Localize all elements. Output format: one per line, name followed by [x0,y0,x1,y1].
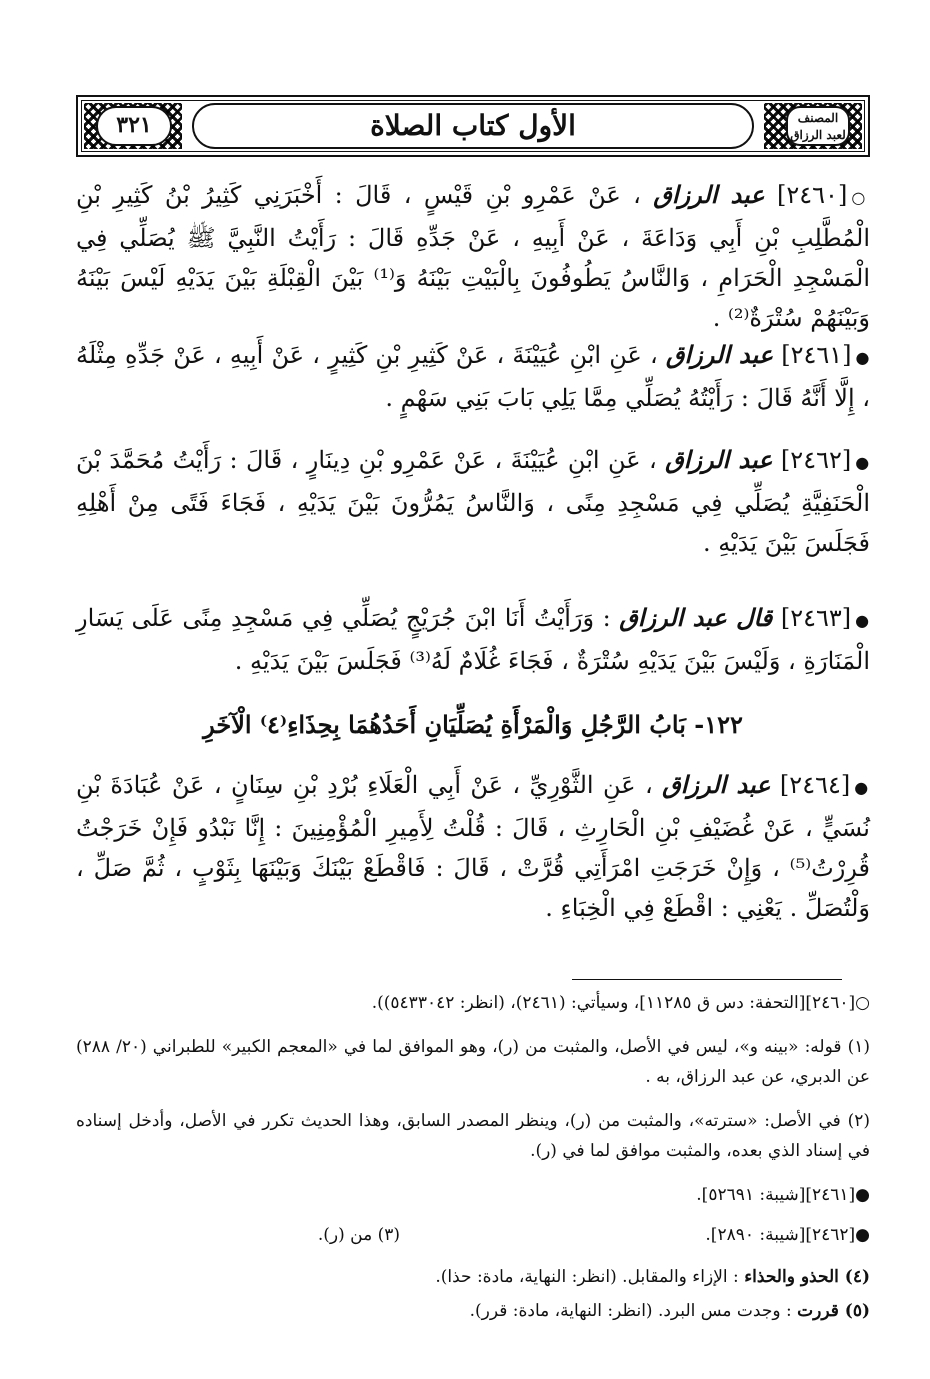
hadith-2461 [76,335,870,418]
running-title: الأول كتاب الصلاة [192,103,754,149]
hadith-text: ، عَنِ الثَّوْرِيِّ ، عَنْ أَبِي الْعَلَاءِ بُرْدِ بْنِ سِنَانٍ ، عَنْ عُبَادَةَ بْنِ نُسَيٍّ ، عَنْ غُضَيْفِ بْنِ الْحَارِثِ ، قَالَ : قُلْتُ لِأَمِيرِ الْمُؤْمِنِينَ : إِنَّا نَبْدُو فَإِنْ خَرَجْتُ قُرِرْتُ⁽⁵⁾ ، وَإِنْ خَرَجَتِ امْرَأَتِي قُرَّتْ ، قَالَ : فَاقْطَعْ بَيْنَكَ وَبَيْنَهَا بِثَوْبٍ ، ثُمَّ صَلِّ ، وَلْتُصَلِّ . يَعْنِي : اقْطَعْ فِي الْخِبَاءِ . [76,771,870,922]
chapter-heading: ١٢٢- بَابُ الرَّجُلِ وَالْمَرْأَةِ يُصَلِّيَانِ أَحَدُهُمَا بِحِذَاءِ⁽٤⁾ الْآخَرِ [203,710,743,739]
hadith-2460 [76,175,870,338]
hadith-number: [٢٤٦١] [781,341,852,369]
narrator-name: عبد الرزاق [662,770,771,799]
hadith-marker: ● [855,453,870,472]
narrator-name: عبد الرزاق [653,180,765,209]
footnote-1: (١) قوله: «بينه و»، ليس في الأصل، والمثبت من (ر)، وهو الموافق لما في «المعجم الكبير» للطبراني (٢٠/ ٢٨٨) عن الدبري، عن عبد الرزاق، به . [76,1037,870,1087]
hadith-2464 [76,765,870,928]
footnote-5-text: : وجدت مس البرد. (انظر: النهاية، مادة: قرر). [469,1301,792,1321]
footnote-5-term: (٥) قررت [797,1301,870,1321]
page-header [76,95,870,157]
footnote-separator [572,979,842,980]
footnote-5 [76,1296,870,1326]
book-logo: المصنف لعبد الرزاق [786,106,850,146]
footnote-4-text: : الإزاء والمقابل. (انظر: النهاية، مادة: حذا). [435,1267,739,1287]
footnote-3: (٣) من (ر). [317,1225,400,1245]
footnote-2462: ●[٢٤٦٢][شيبة: ٢٨٩٠]. [705,1225,870,1245]
hadith-text: ، عَنْ عَمْرِو بْنِ قَيْسٍ ، قَالَ : أَخْبَرَنِي كَثِيرُ بْنُ كَثِيرِ بْنِ الْمُطَّلِبِ بْنِ أَبِي وَدَاعَةَ ، عَنْ أَبِيهِ ، عَنْ جَدِّهِ قَالَ : رَأَيْتُ النَّبِيَّ ﷺ يُصَلِّي فِي الْمَسْجِدِ الْحَرَامِ ، وَالنَّاسُ يَطُوفُونَ بِالْبَيْتِ بَيْنَهُ وَ⁽¹⁾ بَيْنَ الْقِبْلَةِ بَيْنَ يَدَيْهِ لَيْسَ بَيْنَهُ وَبَيْنَهُمْ سُتْرَةٌ⁽²⁾ . [76,181,870,332]
footnote-2: (٢) في الأصل: «سترته»، والمثبت من (ر)، وينظر المصدر السابق، وهذا الحديث تكرر في الأصل، وأدخل إسناده في إسناد الذي بعده، والمثبت موافق لما في (ر). [76,1111,870,1161]
hadith-number: [٢٤٦٤] [779,771,851,799]
narrator-name: قال عبد الرزاق [619,603,773,632]
footnote-2460: ○[٢٤٦٠][التحفة: دس ق ١١٢٨٥]، وسيأتي: (٢٤٦١)، (انظر: ٥٤٣٣٠٤٢)). [371,993,870,1013]
hadith-number: [٢٤٦٣] [780,604,852,632]
hadith-marker: ● [855,611,870,630]
hadith-number: [٢٤٦٠] [777,181,848,209]
hadith-marker: ● [854,778,870,797]
hadith-2462 [76,440,870,563]
narrator-name: عبد الرزاق [665,340,774,369]
hadith-marker: ● [855,348,870,367]
hadith-2463 [76,598,870,681]
footnote-4 [76,1262,870,1292]
hadith-number: [٢٤٦٢] [780,446,852,474]
footnote-4-term: (٤) الحذو والحذاء [744,1267,870,1287]
hadith-text: ، عَنِ ابْنِ عُيَيْنَةَ ، عَنْ كَثِيرِ بْنِ كَثِيرٍ ، عَنْ أَبِيهِ ، عَنْ جَدِّهِ مِثْلَهُ ، إِلَّا أَنَّهُ قَالَ : رَأَيْتُهُ يُصَلِّي مِمَّا يَلِي بَابَ بَنِي سَهْمٍ . [76,341,870,412]
footnote-2461: ●[٢٤٦١][شيبة: ٥٢٦٩١]. [696,1185,870,1205]
narrator-name: عبد الرزاق [665,445,773,474]
page-number: ٣٢١ [96,106,172,146]
hadith-marker: ○ [851,188,871,207]
hadith-text: : وَرَأَيْتُ أَنَا ابْنَ جُرَيْجٍ يُصَلِّي فِي مَسْجِدِ مِنًى عَلَى يَسَارِ الْمَنَارَةِ ، وَلَيْسَ بَيْنَ يَدَيْهِ سُتْرَةٌ ، فَجَاءَ غُلَامٌ لَهُ⁽³⁾ فَجَلَسَ بَيْنَ يَدَيْهِ . [76,604,870,675]
hadith-text: ، عَنِ ابْنِ عُيَيْنَةَ ، عَنْ عَمْرِو بْنِ دِينَارٍ ، قَالَ : رَأَيْتُ مُحَمَّدَ بْنَ الْحَنَفِيَّةِ يُصَلِّي فِي مَسْجِدِ مِنًى ، وَالنَّاسُ يَمُرُّونَ بَيْنَ يَدَيْهِ ، فَجَاءَ فَتًى مِنْ أَهْلِهِ فَجَلَسَ بَيْنَ يَدَيْهِ . [76,446,870,557]
